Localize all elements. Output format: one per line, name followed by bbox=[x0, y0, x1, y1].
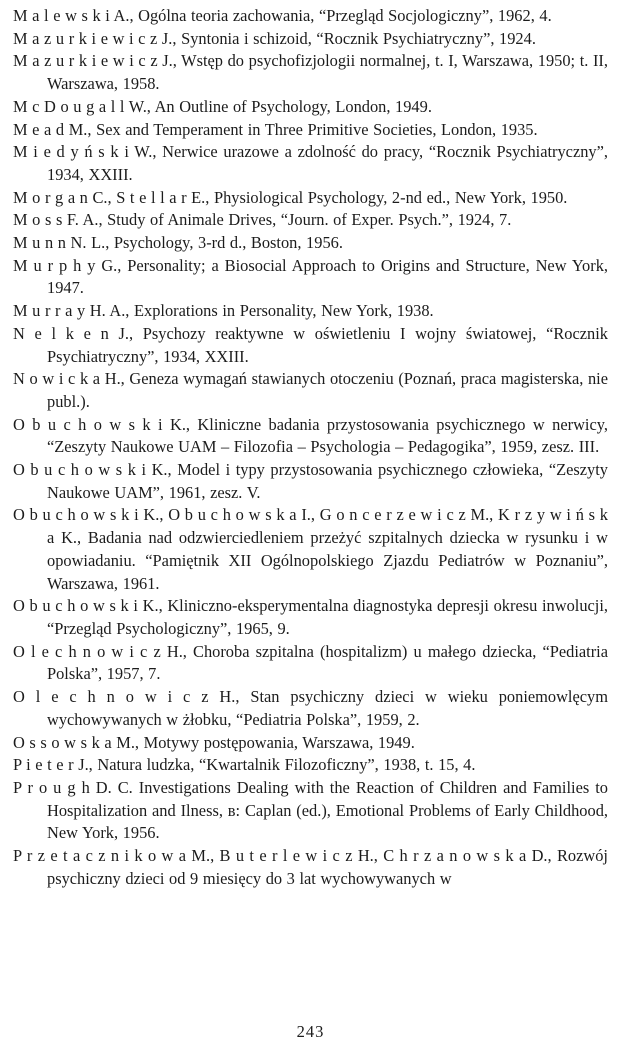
bibliography-entry: M i e d y ń s k i W., Nerwice urazowe a zdolność do pracy, “Rocznik Psychiatryczny”, 1934, XXIII. bbox=[13, 142, 608, 184]
bibliography-entry: N o w i c k a H., Geneza wymagań stawianych otoczeniu (Poznań, praca magisterska, nie publ.). bbox=[13, 369, 608, 411]
bibliography-entry: M o s s F. A., Study of Animale Drives, “Journ. of Exper. Psych.”, 1924, 7. bbox=[13, 210, 512, 230]
bibliography-entry: M u r p h y G., Personality; a Biosocial Approach to Origins and Structure, New York, 1947. bbox=[13, 255, 608, 298]
page-number: 243 bbox=[296, 1022, 325, 1041]
bibliography-entry: N e l k e n J., Psychozy reaktywne w oświetleniu I wojny światowej, “Rocznik Psychiatryczny”, 1934, XXIII. bbox=[13, 323, 608, 366]
bibliography-entry: O l e c h n o w i c z H., Stan psychiczny dzieci w wieku poniemowlęcym wychowywanych w żłobku, “Pediatria Polska”, 1959, 2. bbox=[13, 687, 608, 729]
bibliography-entry: M u r r a y H. A., Explorations in Personality, New York, 1938. bbox=[13, 301, 434, 321]
bibliography-entry: M c D o u g a l l W., An Outline of Psychology, London, 1949. bbox=[13, 96, 432, 116]
bibliography-entry: M a l e w s k i A., Ogólna teoria zachowania, “Przegląd Socjologiczny”, 1962, 4. bbox=[13, 6, 552, 25]
bibliography-entry: M e a d M., Sex and Temperament in Three Primitive Societies, London, 1935. bbox=[13, 119, 538, 139]
bibliography-entry: M a z u r k i e w i c z J., Wstęp do psychofizjologii normalnej, t. I, Warszawa, 1950; t. II, Warszawa, 1958. bbox=[13, 51, 608, 94]
bibliography-entry: P i e t e r J., Natura ludzka, “Kwartalnik Filozoficzny”, 1938, t. 15, 4. bbox=[13, 755, 476, 775]
bibliography-entry: P r z e t a c z n i k o w a M., B u t e r l e w i c z H., C h r z a n o w s k a D., Rozwój psychiczny dzieci od 9 miesięcy do 3 lat wychowywanych w bbox=[13, 846, 608, 888]
bibliography-entry: M u n n N. L., Psychology, 3-rd d., Boston, 1956. bbox=[13, 233, 343, 253]
bibliography-entry: M a z u r k i e w i c z J., Syntonia i schizoid, “Rocznik Psychiatryczny”, 1924. bbox=[13, 28, 536, 48]
bibliography-entry: O b u c h o w s k i K., Kliniczne badania przystosowania psychicznego w nerwicy, “Zeszyty Naukowe UAM – Filozofia – Psychologia – Pedagogika”, 1959, zesz. III. bbox=[13, 414, 608, 457]
bibliography-entry: O b u c h o w s k i K., Kliniczno-eksperymentalna diagnostyka depresji okresu inwolucji, “Przegląd Psychologiczny”, 1965, 9. bbox=[13, 596, 608, 638]
bibliography-entry: O s s o w s k a M., Motywy postępowania, Warszawa, 1949. bbox=[13, 732, 415, 752]
bibliography-entry: P r o u g h D. C. Investigations Dealing with the Reaction of Children and Families to Hospitalization and Ilness, в: Caplan (ed.), Emotional Problems of Early Childhood, New York, 1956. bbox=[13, 777, 608, 843]
bibliography-list bbox=[13, 5, 608, 1022]
bibliography-entry: O b u c h o w s k i K., O b u c h o w s k a I., G o n c e r z e w i c z M., K r z y w i ń s k a K., Badania nad odzwierciedleniem przeżyć szpitalnych dziecka w rysunku i w opowiadaniu. “Pamiętnik XII Ogólnopolskiego Zjazdu Pediatrów w Poznaniu”, Warszawa, 1961. bbox=[13, 505, 608, 593]
bibliography-entry: O b u c h o w s k i K., Model i typy przystosowania psychicznego człowieka, “Zeszyty Naukowe UAM”, 1961, zesz. V. bbox=[13, 460, 608, 502]
bibliography-entry: M o r g a n C., S t e l l a r E., Physiological Psychology, 2-nd ed., New York, 1950. bbox=[13, 187, 568, 207]
bibliography-entry: O l e c h n o w i c z H., Choroba szpitalna (hospitalizm) u małego dziecka, “Pediatria Polska”, 1957, 7. bbox=[13, 641, 608, 684]
